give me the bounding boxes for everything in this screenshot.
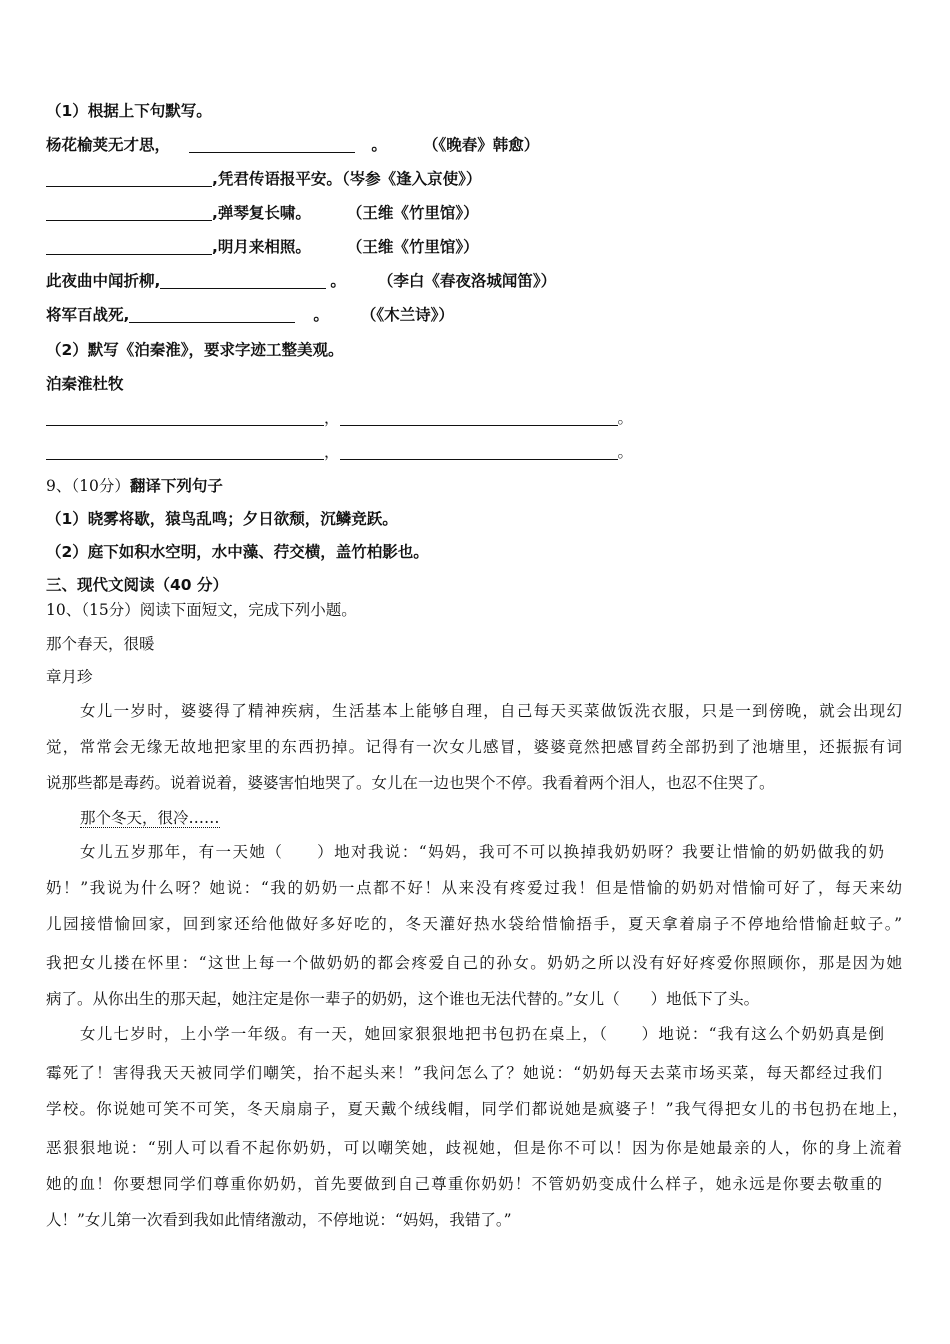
q9-number: 9、（10分） xyxy=(46,477,130,495)
article-author: 章月珍 xyxy=(46,668,93,686)
poem-line-5-source: （李白《春夜洛城闻笛》） xyxy=(377,272,557,290)
paragraph-line: 她的血！你要想同学们尊重你奶奶，首先要做到自己尊重你奶奶！不管奶奶变成什么样子，她永远是你要去敬重的 xyxy=(46,1175,882,1193)
paragraph-line: 恶狠狠地说：“别人可以看不起你奶奶，可以嘲笑她，歧视她，但是你不可以！因为你是她最亲的人，你的身上流着 xyxy=(46,1139,902,1157)
article-title: 那个春天，很暖 xyxy=(46,635,155,653)
q8-2-heading: （2）默写《泊秦淮》，要求字迹工整美观。 xyxy=(46,341,344,359)
poem-line-1-first: 杨花榆荚无才思， xyxy=(46,136,171,154)
paragraph-line: 儿园接惜愉回家，回到家还给他做好多好吃的，冬天灌好热水袋给惜愉捂手，夏天拿着扇子不停地给惜愉赶蚊子。” xyxy=(46,915,902,933)
fill-blank[interactable] xyxy=(46,409,324,426)
poem-line-5-period: 。 xyxy=(330,272,346,290)
dictation-line-2 xyxy=(46,441,633,463)
poem-line-2-text: ,凭君传语报平安。（岑参《逢入京使》） xyxy=(212,170,482,188)
fill-blank[interactable] xyxy=(46,204,212,221)
article-subtitle xyxy=(80,807,220,829)
poem-line-3-text: ,弹琴复长啸。 xyxy=(212,204,311,222)
poem-line-3-source: （王维《竹里馆》） xyxy=(346,204,479,222)
poem-line-3 xyxy=(46,202,479,224)
fill-blank[interactable] xyxy=(46,170,212,187)
poem-line-5-first: 此夜曲中闻折柳, xyxy=(46,272,161,290)
fill-blank[interactable] xyxy=(189,136,355,153)
poem-line-4-source: （王维《竹里馆》） xyxy=(346,238,479,256)
q9-sentence-1: （1）晓雾将歇，猿鸟乱鸣；夕日欲颓，沉鳞竞跃。 xyxy=(46,510,398,528)
paragraph-line: 人！”女儿第一次看到我如此情绪激动，不停地说：“妈妈，我错了。” xyxy=(46,1211,512,1229)
q10-heading: 10、（15分）阅读下面短文，完成下列小题。 xyxy=(46,601,357,619)
fill-blank[interactable] xyxy=(340,443,618,460)
poem-line-1 xyxy=(46,134,539,156)
paragraph-line: 奶！”我说为什么呀？她说：“我的奶奶一点都不好！从来没有疼爱过我！但是惜愉的奶奶对惜愉可好了，每天来幼 xyxy=(46,879,902,897)
poem-line-6-source: （《木兰诗》） xyxy=(360,306,454,324)
poem-line-2 xyxy=(46,168,481,190)
subtitle-text: 那个冬天，很冷…… xyxy=(80,809,220,827)
poem-line-6-period: 。 xyxy=(313,306,329,324)
comma: ， xyxy=(324,409,340,427)
paragraph-line: 我把女儿搂在怀里：“这世上每一个做奶奶的都会疼爱自己的孙女。奶奶之所以没有好好疼爱你照顾你，那是因为她 xyxy=(46,954,902,972)
paragraph-line: 霉死了！害得我天天被同学们嘲笑，抬不起头来！”我问怎么了？她说：“奶奶每天去菜市场买菜，每天都经过我们 xyxy=(46,1064,882,1082)
poem-line-6-first: 将军百战死, xyxy=(46,306,130,324)
comma: ， xyxy=(324,443,340,461)
poem-line-6 xyxy=(46,304,454,326)
poem-line-5 xyxy=(46,270,556,292)
paragraph-line: 学校。你说她可笑不可笑，冬天扇扇子，夏天戴个绒线帽，同学们都说她是疯婆子！”我气得把女儿的书包扔在地上， xyxy=(46,1100,908,1118)
fill-blank[interactable] xyxy=(160,272,326,289)
paragraph-line: 女儿五岁那年，有一天她（ ）地对我说：“妈妈，我可不可以换掉我奶奶呀？我要让惜愉的奶奶做我的奶 xyxy=(80,843,884,861)
paragraph-line: 病了。从你出生的那天起，她注定是你一辈子的奶奶，这个谁也无法代替的。”女儿（ ）地低下了头。 xyxy=(46,990,760,1008)
q9-sentence-2: （2）庭下如积水空明，水中藻、荇交横，盖竹柏影也。 xyxy=(46,543,429,561)
period: 。 xyxy=(617,443,634,461)
fill-blank[interactable] xyxy=(340,409,618,426)
paragraph-line: 女儿一岁时，婆婆得了精神疾病，生活基本上能够自理，自己每天买菜做饭洗衣服，只是一到傍晚，就会出现幻 xyxy=(80,702,902,720)
paragraph-line: 女儿七岁时，上小学一年级。有一天，她回家狠狠地把书包扔在桌上，（ ）地说：“我有这么个奶奶真是倒 xyxy=(80,1025,884,1043)
fill-blank[interactable] xyxy=(46,238,212,255)
period: 。 xyxy=(617,409,634,427)
poem-line-1-source: （《晚春》韩愈） xyxy=(422,136,540,154)
section-heading: 三、现代文阅读（40 分） xyxy=(46,576,228,594)
poem-line-4 xyxy=(46,236,479,258)
fill-blank[interactable] xyxy=(129,306,295,323)
fill-blank[interactable] xyxy=(46,443,324,460)
poem-line-4-text: ,明月来相照。 xyxy=(212,238,311,256)
paragraph-line: 说那些都是毒药。说着说着，婆婆害怕地哭了。女儿在一边也哭个不停。我看着两个泪人，也忍不住哭了。 xyxy=(46,774,775,792)
poem-line-1-period: 。 xyxy=(371,136,387,154)
q8-1-heading: （1）根据上下句默写。 xyxy=(46,102,212,120)
poem-title: 泊秦淮杜牧 xyxy=(46,375,124,393)
paragraph-line: 觉，常常会无缘无故地把家里的东西扔掉。记得有一次女儿感冒，婆婆竟然把感冒药全部扔到了池塘里，还振振有词 xyxy=(46,738,902,756)
q9-title: 翻译下列句子 xyxy=(129,477,223,495)
dictation-line-1 xyxy=(46,407,633,429)
q9-heading xyxy=(46,475,223,497)
